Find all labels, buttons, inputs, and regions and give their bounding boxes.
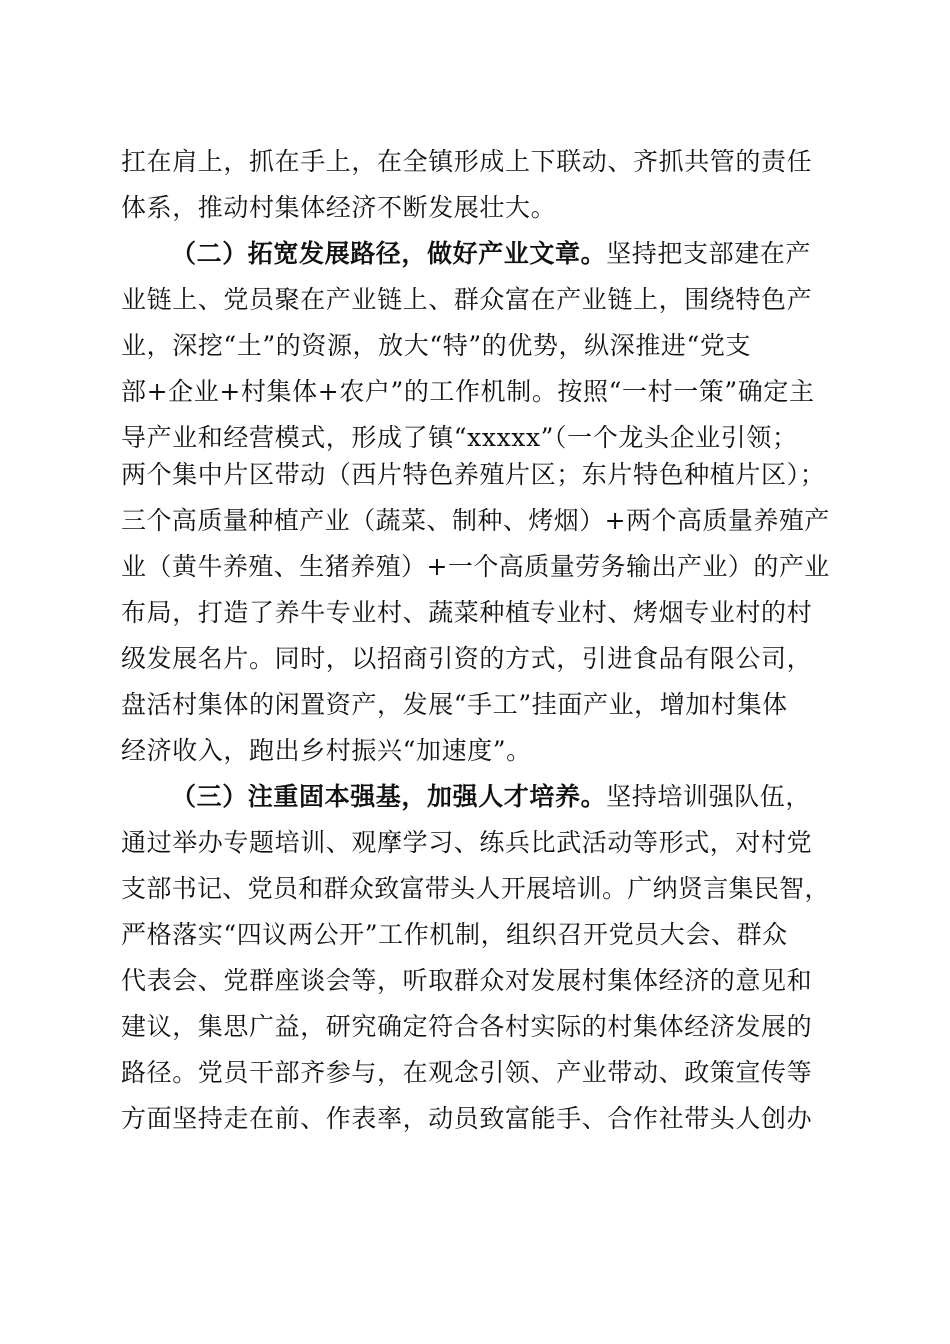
text-line: 支部书记、党员和群众致富带头人开展培训。广纳贤言集民智， [121, 874, 830, 903]
text-line: 两个集中片区带动（西片特色养殖片区；东片特色种植片区）； [121, 460, 826, 489]
text-line: 建议，集思广益，研究确定符合各村实际的村集体经济发展的 [121, 1012, 813, 1041]
text-line: 严格落实“四议两公开”工作机制，组织召开党员大会、群众 [121, 920, 788, 949]
text-span: 坚持把支部建在产 [606, 239, 812, 268]
text-span: 坚持培训强队伍， [606, 782, 812, 811]
paragraph-first-line [171, 782, 811, 812]
text-line: 扛在肩上，抓在手上，在全镇形成上下联动、齐抓共管的责任 [121, 147, 813, 176]
text-line: 部+企业+村集体+农户”的工作机制。按照“一村一策”确定主 [121, 377, 815, 406]
text-line: 盘活村集体的闲置资产，发展“手工”挂面产业，增加村集体 [121, 690, 788, 719]
text-line: 三个高质量种植产业（蔬菜、制种、烤烟）+两个高质量养殖产 [121, 506, 830, 535]
text-line: 业链上、党员聚在产业链上、群众富在产业链上，围绕特色产 [121, 285, 813, 314]
text-line: 导产业和经营模式，形成了镇“xxxxx”（一个龙头企业引领； [121, 423, 798, 452]
text-line: 代表会、党群座谈会等，听取群众对发展村集体经济的意见和 [121, 966, 813, 995]
text-line: 布局，打造了养牛专业村、蔬菜种植专业村、烤烟专业村的村 [121, 598, 813, 627]
text-line: 体系，推动村集体经济不断发展壮大。 [121, 193, 557, 222]
text-line: 经济收入，跑出乡村振兴“加速度”。 [121, 736, 532, 765]
text-line: 通过举办专题培训、观摩学习、练兵比武活动等形式，对村党 [121, 828, 813, 857]
text-line: 业（黄牛养殖、生猪养殖）+一个高质量劳务输出产业）的产业 [121, 552, 830, 581]
text-line: 方面坚持走在前、作表率，动员致富能手、合作社带头人创办 [121, 1104, 813, 1133]
text-line: 级发展名片。同时，以招商引资的方式，引进食品有限公司， [121, 644, 813, 673]
section-heading-3: （三）注重固本强基，加强人才培养。 [171, 782, 607, 811]
text-line: 业，深挖“土”的资源，放大“特”的优势，纵深推进“党支 [121, 331, 752, 360]
text-line: 路径。党员干部齐参与，在观念引领、产业带动、政策宣传等 [121, 1058, 813, 1087]
section-heading-2: （二）拓宽发展路径，做好产业文章。 [171, 239, 607, 268]
paragraph-first-line [171, 239, 811, 269]
